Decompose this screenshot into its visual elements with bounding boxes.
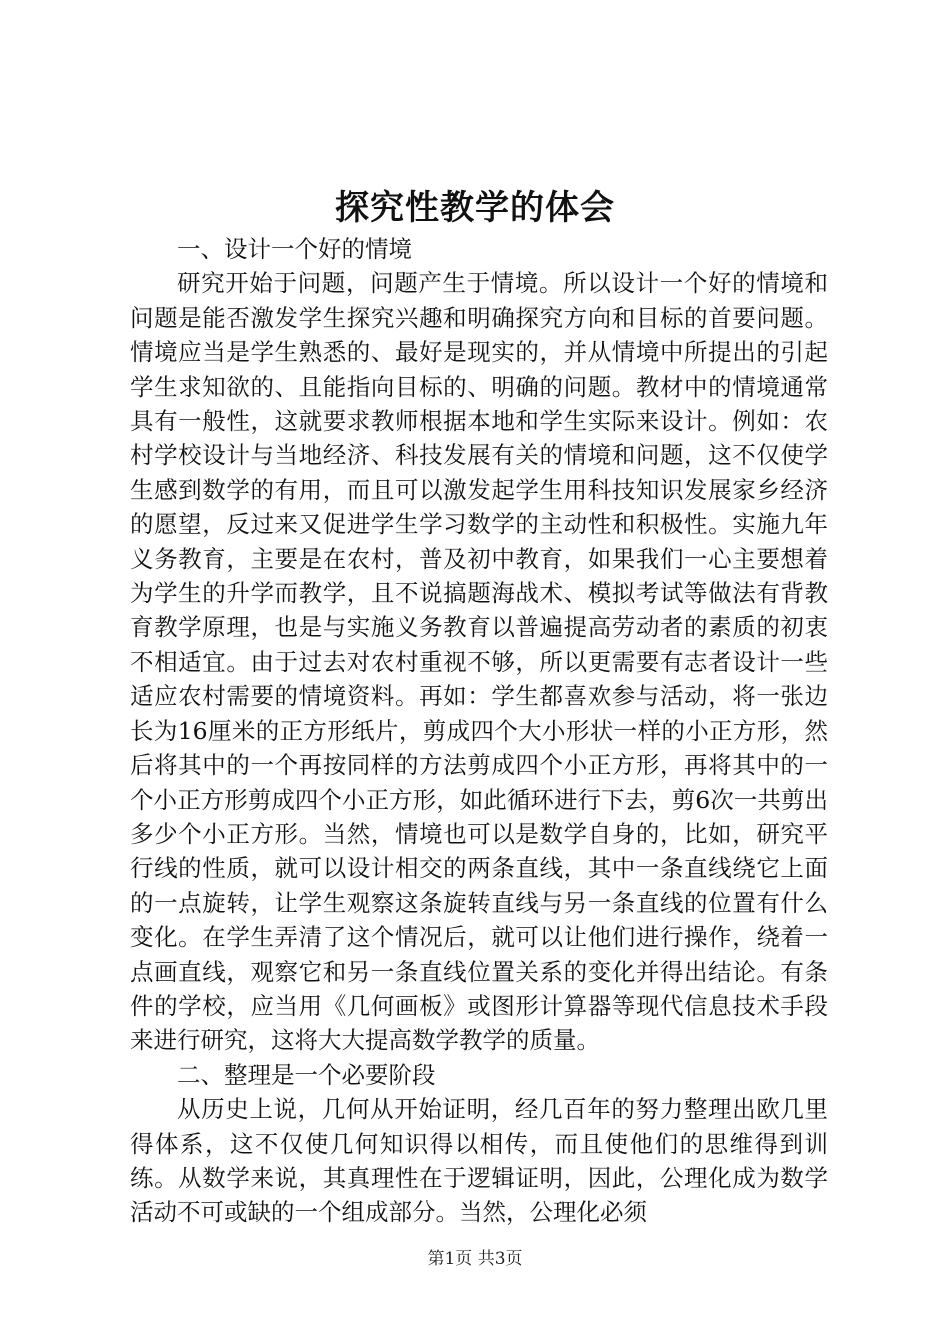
section-heading-2: 二、整理是一个必要阶段 [177, 1060, 436, 1089]
section-heading-1: 一、设计一个好的情境 [177, 235, 412, 263]
section-paragraph-2: 从历史上说，几何从开始证明，经几百年的努力整理出欧几里得体系，这不仅使几何知识得以相传，而且使他们的思维得到训练。从数学来说，其真理性在于逻辑证明，因此，公理化成为数学活动不可或缺的一个组成部分。当然，公理化必须 [130, 1095, 828, 1227]
document-body [130, 232, 828, 1230]
document-title: 探究性教学的体会 [335, 188, 615, 228]
section-paragraph-1: 研究开始于问题，问题产生于情境。所以设计一个好的情境和问题是能否激发学生探究兴趣和明确探究方向和目标的首要问题。情境应当是学生熟悉的、最好是现实的，并从情境中所提出的引起学生求知欲的、且能指向目标的、明确的问题。教材中的情境通常具有一般性，这就要求教师根据本地和学生实际来设计。例如：农村学校设计与当地经济、科技发展有关的情境和问题，这不仅使学生感到数学的有用，而且可以激发起学生用科技知识发展家乡经济的愿望，反过来又促进学生学习数学的主动性和积极性。实施九年义务教育，主要是在农村，普及初中教育，如果我们一心主要想着为学生的升学而教学，且不说搞题海战术、模拟考试等做法有背教育教学原理，也是与实施义务教育以普遍提高劳动者的素质的初衷不相适宜。由于过去对农村重视不够，所以更需要有志者设计一些适应农村需要的情境资料。再如：学生都喜欢参与活动，将一张边长为16厘米的正方形纸片，剪成四个大小形状一样的小正方形，然后将其中的一个再按同样的方法剪成四个小正方形，再将其中的一个小正方形剪成四个小正方形，如此循环进行下去，剪6次一共剪出多少个小正方形。当然，情境也可以是数学自身的，比如，研究平行线的性质，就可以设计相交的两条直线，其中一条直线绕它上面的一点旋转，让学生观察这条旋转直线与另一条直线的位置有什么变化。在学生弄清了这个情况后，就可以让他们进行操作，绕着一点画直线，观察它和另一条直线位置关系的变化并得出结论。有条件的学校，应当用《几何画板》或图形计算器等现代信息技术手段来进行研究，这将大大提高数学教学的质量。 [130, 269, 828, 1055]
page-footer: 第1页 共3页 [427, 1249, 523, 1269]
